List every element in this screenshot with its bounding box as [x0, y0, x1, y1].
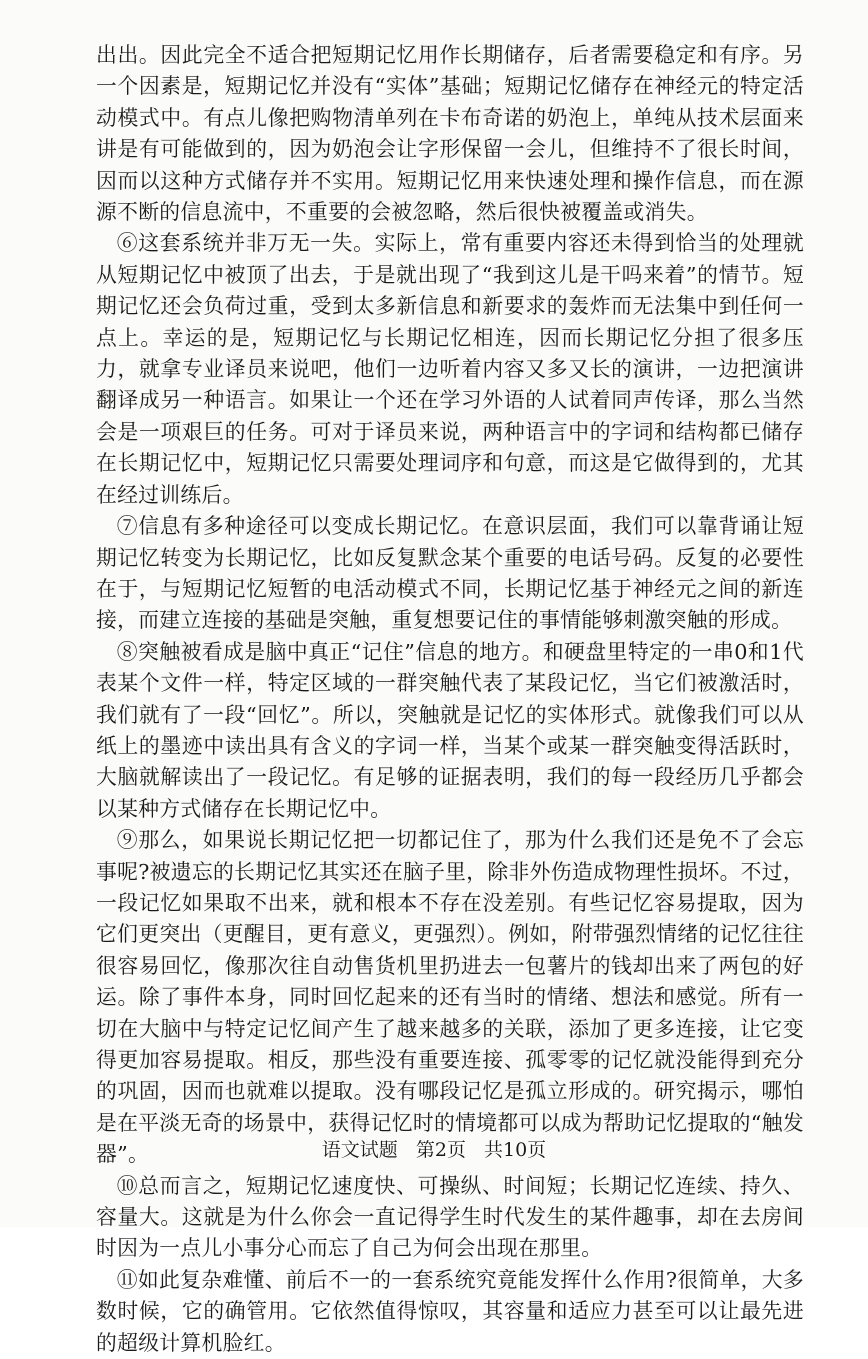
paragraph-11: ⑪如此复杂难懂、前后不一的一套系统究竟能发挥什么作用?很简单，大多数时候，它的确管用。它依然值得惊叹，其容量和适应力甚至可以让最先进的超级计算机脸红。 — [96, 1267, 804, 1355]
paragraph-8: ⑧突触被看成是脑中真正“记住”信息的地方。和硬盘里特定的一串0和1代表某个文件一样，特定区域的一群突触代表了某段记忆，当它们被激活时，我们就有了一段“回忆”。所以，突触就是记忆的实体形式。就像我们可以从纸上的墨迹中读出具有含义的字词一样，当某个或某一群突触变得活跃时，大脑就解读出了一段记忆。有足够的证据表明，我们的每一段经历几乎都会以某种方式储存在长期记忆中。 — [96, 639, 804, 821]
paragraph-9: ⑨那么，如果说长期记忆把一切都记住了，那为什么我们还是免不了会忘事呢?被遗忘的长期记忆其实还在脑子里，除非外伤造成物理性损坏。不过，一段记忆如果取不出来，就和根本不存在没差别。有些记忆容易提取，因为它们更突出（更醒目，更有意义，更强烈）。例如，附带强烈情绪的记忆往往很容易回忆，像那次往自动售货机里扔进去一包薯片的钱却出来了两包的好运。除了事件本身，同时回忆起来的还有当时的情绪、想法和感觉。所有一切在大脑中与特定记忆间产生了越来越多的关联，添加了更多连接，让它变得更加容易提取。相反，那些没有重要连接、孤零零的记忆就没能得到充分的巩固，因而也就难以提取。没有哪段记忆是孤立形成的。研究揭示，哪怕是在平淡无奇的场景中，获得记忆时的情境都可以成为帮助记忆提取的“触发器”。 — [96, 828, 804, 1167]
paragraph-10: ⑩总而言之，短期记忆速度快、可操纵、时间短；长期记忆连续、持久、容量大。这就是为什么你会一直记得学生时代发生的某件趣事，却在去房间时因为一点儿小事分心而忘了自己为何会出现在那里。 — [96, 1173, 804, 1261]
paragraph-continued: 出出。因此完全不适合把短期记忆用作长期储存，后者需要稳定和有序。另一个因素是，短期记忆并没有“实体”基础；短期记忆储存在神经元的特定活动模式中。有点儿像把购物清单列在卡布奇诺的奶泡上，单纯从技术层面来讲是有可能做到的，因为奶泡会让字形保留一会儿，但维持不了很长时间，因而以这种方式储存并不实用。短期记忆用来快速处理和操作信息，而在源源不断的信息流中，不重要的会被忽略，然后很快被覆盖或消失。 — [96, 43, 804, 225]
page-footer — [0, 1135, 868, 1162]
paragraph-6: ⑥这套系统并非万无一失。实际上，常有重要内容还未得到恰当的处理就从短期记忆中被顶了出去，于是就出现了“我到这儿是干吗来着”的情节。短期记忆还会负荷过重，受到太多新信息和新要求的轰炸而无法集中到任何一点上。幸运的是，短期记忆与长期记忆相连，因而长期记忆分担了很多压力，就拿专业译员来说吧，他们一边听着内容又多又长的演讲，一边把演讲翻译成另一种语言。如果让一个还在学习外语的人试着同声传译，那么当然会是一项艰巨的任务。可对于译员来说，两种语言中的字词和结构都已储存在长期记忆中，短期记忆只需要处理词序和句意，而这是它做得到的，尤其在经过训练后。 — [96, 231, 804, 507]
footer-subject: 语文试题 — [321, 1139, 398, 1161]
footer-page-number: 第2页 — [415, 1139, 466, 1161]
footer-total-pages: 共10页 — [484, 1139, 547, 1161]
paragraph-7: ⑦信息有多种途径可以变成长期记忆。在意识层面，我们可以靠背诵让短期记忆转变为长期记忆，比如反复默念某个重要的电话号码。反复的必要性在于，与短期记忆短暂的电活动模式不同，长期记忆基于神经元之间的新连接，而建立连接的基础是突触，重复想要记住的事情能够刺激突触的形成。 — [96, 514, 804, 633]
